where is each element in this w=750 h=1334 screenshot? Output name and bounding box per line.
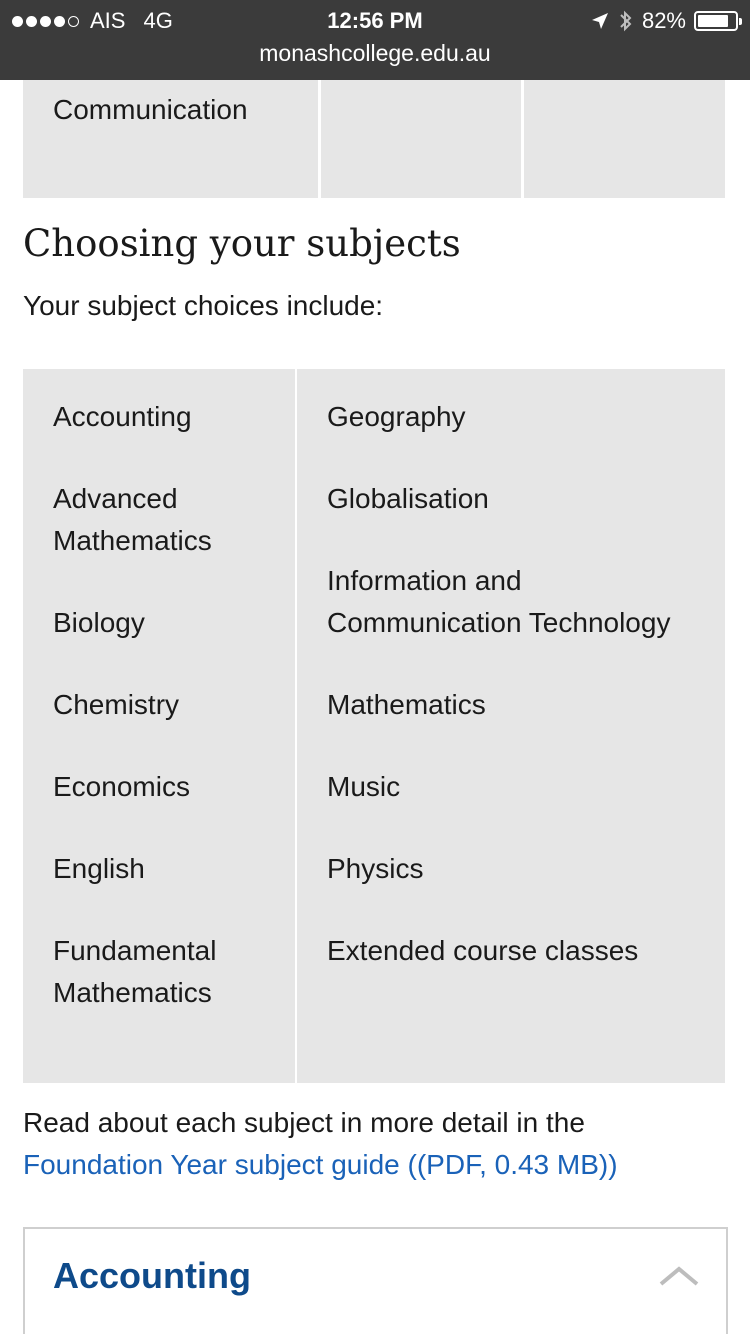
subject-item: Mathematics <box>327 689 486 720</box>
guide-paragraph <box>23 1102 618 1186</box>
subject-item: English <box>53 853 145 884</box>
subject-item: Globalisation <box>327 483 489 514</box>
address-bar-url[interactable]: monashcollege.edu.au <box>259 40 491 66</box>
guide-text: Read about each subject in more detail in the <box>23 1107 585 1138</box>
subject-item: Mathematics <box>53 525 212 556</box>
location-arrow-icon <box>590 11 610 31</box>
table-cell <box>23 80 318 198</box>
carrier-label: AIS <box>90 8 126 33</box>
bluetooth-icon <box>618 9 634 33</box>
subject-item: Biology <box>53 607 145 638</box>
subject-item: Economics <box>53 771 190 802</box>
subject-item: Advanced <box>53 483 178 514</box>
table-cell <box>321 80 521 198</box>
subject-guide-link[interactable]: Foundation Year subject guide ((PDF, 0.43 MB)) <box>23 1149 618 1180</box>
accordion-accounting[interactable] <box>23 1227 728 1334</box>
status-bar <box>0 0 750 80</box>
subject-item: Extended course classes <box>327 935 639 966</box>
previous-table <box>23 80 725 198</box>
subject-item: Music <box>327 771 401 802</box>
battery-percent: 82% <box>641 8 686 33</box>
subject-item: Accounting <box>53 401 192 432</box>
status-time: 12:56 PM <box>327 8 423 33</box>
table-cell <box>524 80 725 198</box>
status-right <box>590 8 738 34</box>
subject-item: Fundamental <box>53 935 217 966</box>
table-cell-text: Communication <box>53 94 248 125</box>
subject-item: Mathematics <box>53 977 212 1008</box>
network-label: 4G <box>143 8 173 33</box>
section-intro: Your subject choices include: <box>23 290 384 321</box>
section-heading: Choosing your subjects <box>23 222 461 265</box>
subject-item: Communication Technology <box>327 607 671 638</box>
subject-item: Chemistry <box>53 689 180 720</box>
subject-item: Physics <box>327 853 424 884</box>
chevron-up-icon[interactable] <box>658 1265 700 1287</box>
battery-icon <box>694 11 738 31</box>
subject-item: Geography <box>327 401 466 432</box>
subjects-column-right <box>297 369 725 1083</box>
subject-item: Information and <box>327 565 522 596</box>
accordion-title[interactable]: Accounting <box>53 1255 251 1296</box>
